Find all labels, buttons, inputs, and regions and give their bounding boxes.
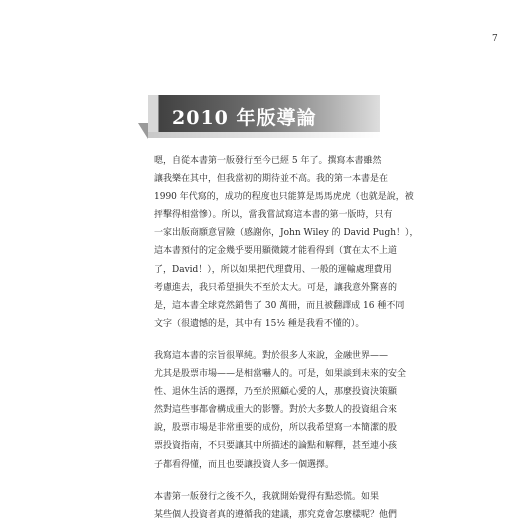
paragraph [136,488,401,524]
text-line: 我寫這本書的宗旨很單純。對於很多人來說，金融世界—— [154,350,389,361]
paragraph [136,152,419,333]
text-line: 某些個人投資者真的遵循我的建議，那究竟會怎麼樣呢？他們 [154,509,398,520]
text-line: 1990 年代寫的，成功的程度也只能算是馬馬虎虎（也就是說，被 [154,192,414,203]
paragraph [136,347,407,474]
banner-tab [148,95,158,133]
text-line: 性、退休生活的選擇，乃至於照顧心愛的人，那麼投資決策顯 [154,387,398,398]
banner-shadow [148,132,380,138]
chapter-title: 2010 年版導論 [172,107,317,129]
text-line: 子都看得懂，而且也要讓投資人多一個選擇。 [154,459,335,470]
text-line: 考慮進去，我只希望損失不至於太大。可是，讓我意外驚喜的 [154,282,398,293]
text-line: 一家出版商願意冒險（感謝你，John Wiley 的 David Pugh！）， [154,228,419,239]
banner-fold [138,123,148,139]
text-line: 票投資指南，不只要讓其中所描述的論點和解釋，甚至連小孩 [154,441,398,452]
text-line: 是，這本書全球竟然銷售了 30 萬冊，而且被翻譯成 16 種不同 [154,300,405,311]
text-line: 這本書預付的定金幾乎要用顯微鏡才能看得到（實在太不上道 [154,246,398,257]
text-line: 嗯，自從本書第一版發行至今已經 5 年了。撰寫本書雖然 [154,156,382,166]
text-line: 了，David！），所以如果把代理費用、一般的運輸處理費用 [154,264,392,275]
text-line: 本書第一版發行之後不久，我就開始覺得有點恐慌。如果 [154,491,380,502]
text-line: 說，股票市場是非常重要的成份，所以我希望寫一本簡潔的股 [154,423,398,434]
text-line: 抨擊得相當慘）。所以，當我嘗試寫這本書的第一版時，只有 [154,210,393,221]
text-line: 讓我樂在其中，但我當初的期待並不高。我的第一本書是在 [154,174,389,185]
text-line: 尤其是股票市場——是相當嚇人的。可是，如果談到未來的安全 [154,369,407,380]
text-line: 然對這些事都會構成重大的影響。對於大多數人的投資組合來 [154,405,398,416]
page-number: 7 [492,34,498,44]
chapter-banner [148,95,380,133]
text-line: 文字（很遺憾的是，其中有 15½ 種是我看不懂的）。 [154,318,365,329]
body-text [136,152,419,524]
